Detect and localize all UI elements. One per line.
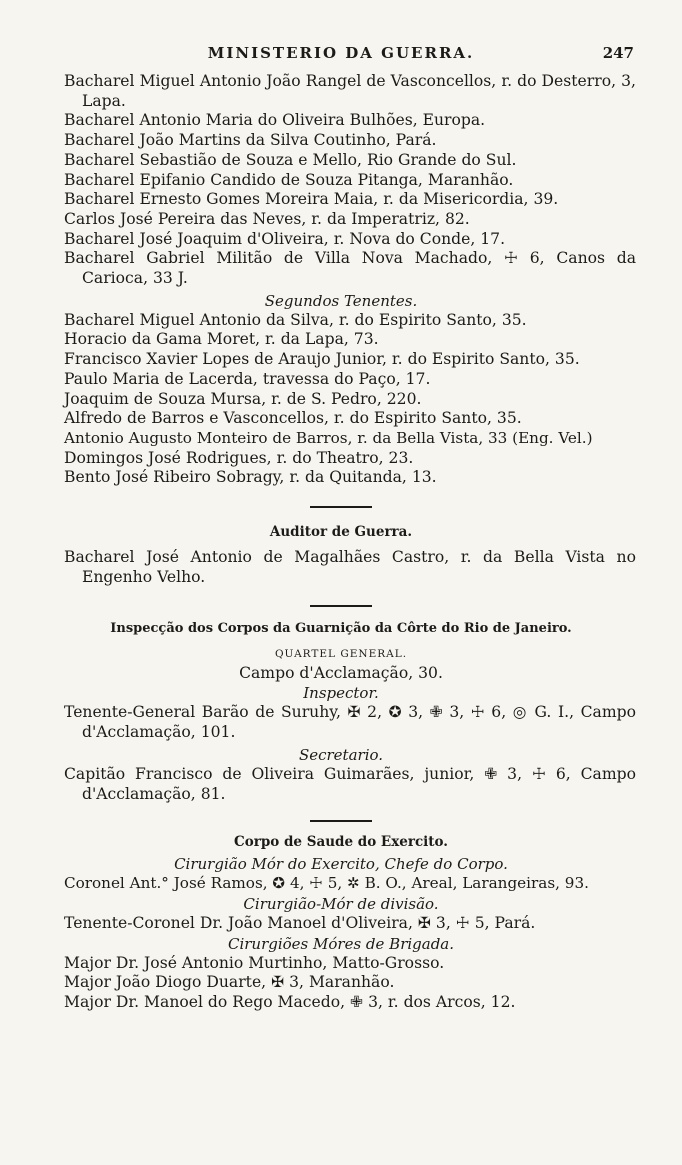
list-item: Horacio da Gama Moret, r. da Lapa, 73. — [64, 330, 379, 349]
section-divider — [310, 605, 372, 607]
list-item: Bacharel Sebastião de Souza e Mello, Rio Grande do Sul. — [64, 150, 517, 169]
list-item: Antonio Augusto Monteiro de Barros, r. da Bella Vista, 33 (Eng. Vel.) — [64, 428, 593, 447]
list-item: Francisco Xavier Lopes de Araujo Junior, r. do Espirito Santo, 35. — [64, 350, 580, 369]
segundos-tenentes-heading: Segundos Tenentes. — [264, 291, 418, 310]
secretario-entry: Capitão Francisco de Oliveira Guimarães, junior, ✙ 3, ☩ 6, Campo d'Acclamação, 81. — [64, 764, 636, 803]
section-divider — [310, 820, 372, 822]
saude-heading: Corpo de Saude do Exercito. — [233, 834, 448, 851]
segundos-tenentes-list — [0, 311, 682, 488]
quartel-general-label: QUARTEL GENERAL. — [274, 648, 408, 661]
list-item: Bacharel Epifanio Candido de Souza Pitanga, Maranhão. — [64, 170, 514, 189]
cirurgiao-divisao-entry: Tenente-Coronel Dr. João Manoel d'Oliveira, ✠ 3, ☩ 5, Pará. — [64, 913, 536, 932]
list-item: Bacharel Antonio Maria do Oliveira Bulhões, Europa. — [64, 111, 486, 130]
running-title: MINISTERIO DA GUERRA. — [207, 44, 475, 62]
page-header — [0, 42, 682, 66]
list-item: Bacharel Miguel Antonio da Silva, r. do Espirito Santo, 35. — [64, 310, 527, 329]
list-item: Major Dr. Manoel do Rego Macedo, ✙ 3, r. dos Arcos, 12. — [64, 993, 516, 1012]
auditor-heading: Auditor de Guerra. — [269, 524, 413, 541]
list-item: Bacharel Miguel Antonio João Rangel de Vasconcellos, r. do Desterro, 3, Lapa. — [64, 72, 636, 110]
quartel-address: Campo d'Acclamação, 30. — [239, 664, 443, 683]
list-item: Bento José Ribeiro Sobragy, r. da Quitanda, 13. — [64, 468, 437, 487]
list-item: Paulo Maria de Lacerda, travessa do Paço, 17. — [64, 369, 431, 388]
list-item: Domingos José Rodrigues, r. do Theatro, 23. — [64, 448, 414, 467]
list-item: Major Dr. José Antonio Murtinho, Matto-Grosso. — [64, 953, 445, 972]
list-item: Joaquim de Souza Mursa, r. de S. Pedro, 220. — [64, 389, 422, 408]
section-divider — [310, 506, 372, 508]
list-item: Bacharel José Joaquim d'Oliveira, r. Nova do Conde, 17. — [64, 229, 506, 248]
list-item: Bacharel Gabriel Militão de Villa Nova Machado, ☩ 6, Canos da Carioca, 33 J. — [64, 249, 636, 288]
cirurgiao-divisao-label: Cirurgião-Mór de divisão. — [243, 894, 439, 913]
list-item: Bacharel João Martins da Silva Coutinho, Pará. — [64, 131, 437, 150]
page-body — [0, 72, 682, 1013]
list-item: Alfredo de Barros e Vasconcellos, r. do Espirito Santo, 35. — [64, 409, 522, 428]
cirurgiao-mor-label: Cirurgião Mór do Exercito, Chefe do Corpo. — [174, 855, 508, 874]
list-item: Major João Diogo Duarte, ✠ 3, Maranhão. — [64, 973, 395, 992]
list-item: Carlos José Pereira das Neves, r. da Imperatriz, 82. — [64, 209, 470, 228]
cirurgiao-mor-entry: Coronel Ant.° José Ramos, ✪ 4, ☩ 5, ✲ B. O., Areal, Larangeiras, 93. — [64, 874, 589, 893]
inspeccao-heading: Inspecção dos Corpos da Guarnição da Côrte do Rio de Janeiro. — [110, 621, 572, 637]
cirurgioes-brigada-label: Cirurgiões Móres de Brigada. — [227, 934, 455, 953]
list-item: Bacharel Ernesto Gomes Moreira Maia, r. da Misericordia, 39. — [64, 190, 559, 209]
bachareis-list — [0, 72, 682, 289]
inspector-entry: Tenente-General Barão de Suruhy, ✠ 2, ✪ 3, ✙ 3, ☩ 6, ◎ G. I., Campo d'Acclamação, 101. — [64, 703, 636, 742]
secretario-label: Secretario. — [298, 745, 384, 764]
inspector-label: Inspector. — [303, 684, 379, 703]
auditor-entry: Bacharel José Antonio de Magalhães Castro, r. da Bella Vista no Engenho Velho. — [64, 548, 636, 586]
page-number: 247 — [602, 44, 634, 62]
